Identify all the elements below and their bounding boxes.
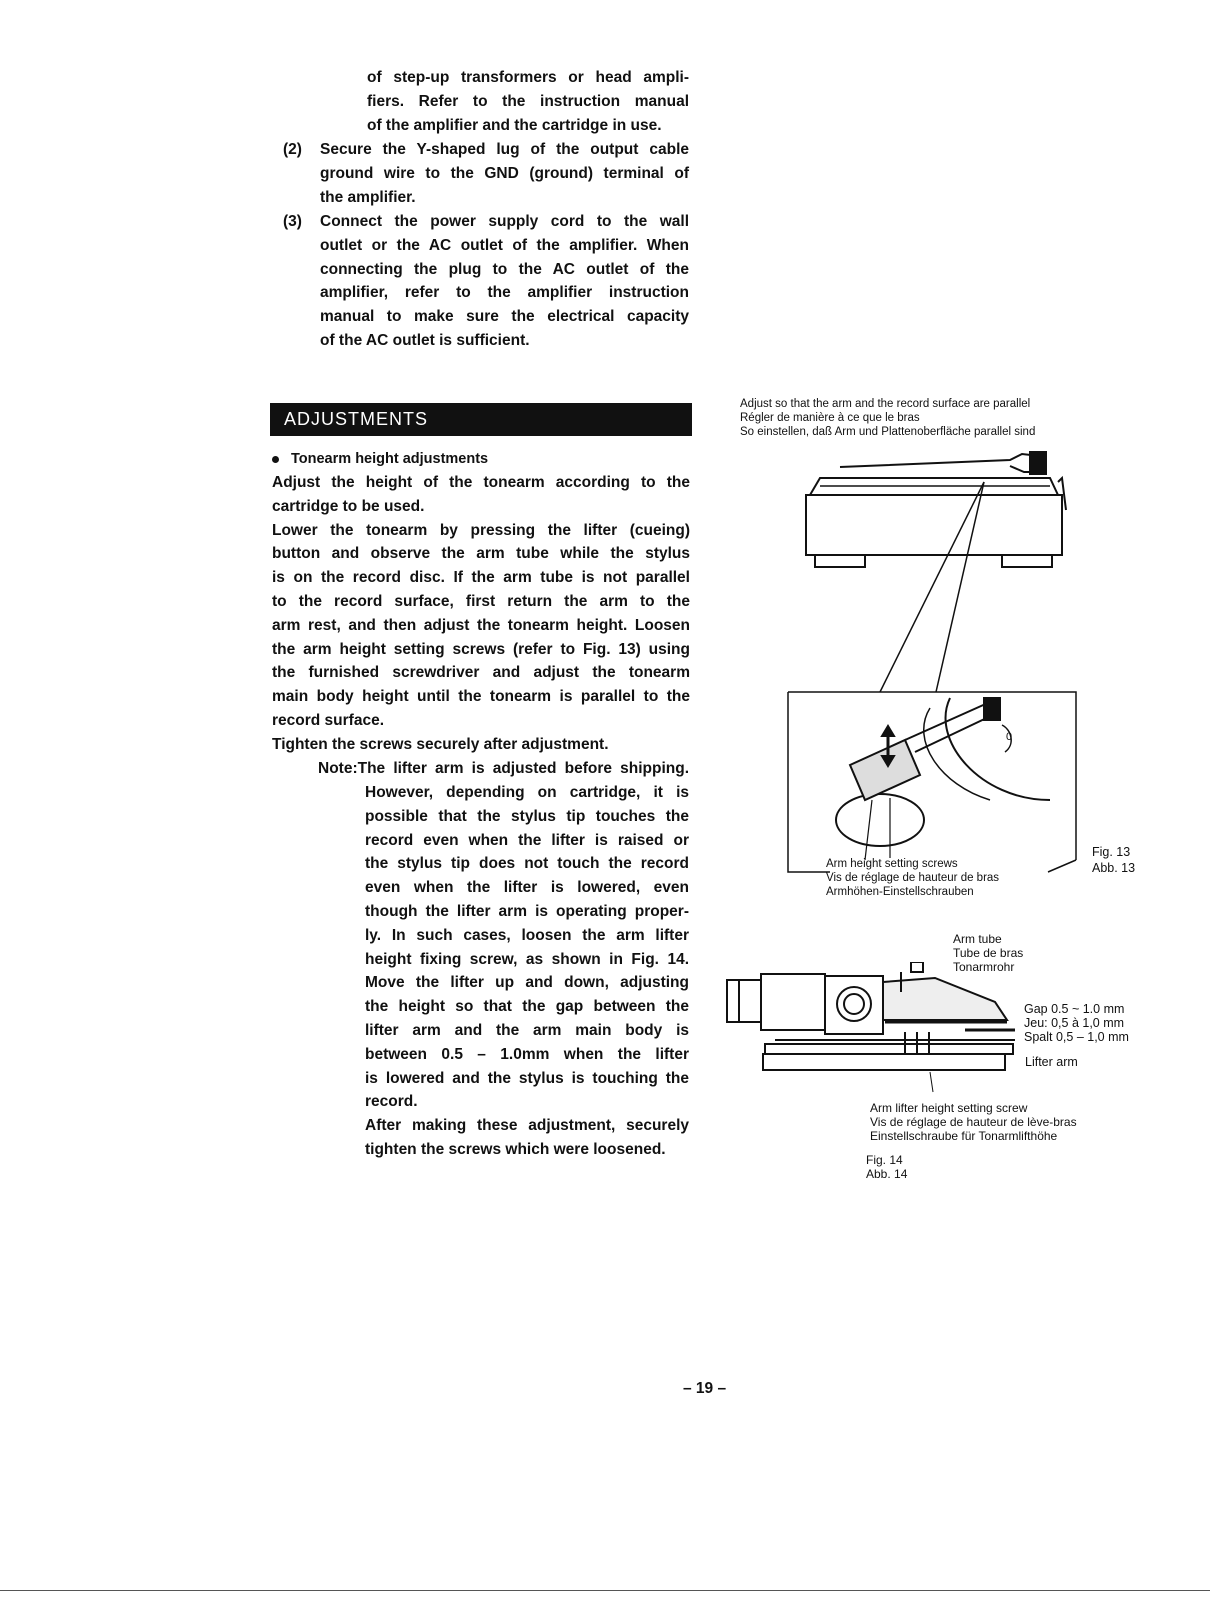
- caption-line: Abb. 13: [1092, 861, 1136, 875]
- text-line: the arm height setting screws (refer to Fig. 13) using: [272, 640, 690, 658]
- text-line: though the lifter arm is operating proper-: [365, 902, 689, 920]
- caption-line: Adjust so that the arm and the record surface are parallel: [740, 398, 1031, 410]
- tonearm-side: [840, 454, 1040, 472]
- text-line: to the record surface, first return the arm to the: [272, 592, 690, 610]
- text-line: After making these adjustment, securely: [365, 1117, 689, 1135]
- text-line: Secure the Y-shaped lug of the output cable: [320, 141, 689, 158]
- note-text: The lifter arm is adjusted before shipping.: [357, 760, 689, 777]
- caption-line: Einstellschraube für Tonarmlifthöhe: [870, 1129, 1058, 1143]
- detail-frame: [788, 692, 830, 872]
- text-line: arm rest, and then adjust the tonearm height. Loosen: [272, 616, 690, 634]
- note-body: [365, 781, 689, 1162]
- note-first-line: [318, 757, 689, 781]
- text-line: record even when the lifter is raised or: [365, 831, 689, 849]
- text-line: the height so that the gap between the: [365, 998, 689, 1016]
- text-line: is lowered and the stylus is touching the: [365, 1069, 689, 1087]
- bottom-rule: [0, 1590, 1210, 1591]
- bullet-icon: [272, 456, 279, 463]
- turntable-foot-left: [815, 555, 865, 567]
- caption-line: Gap 0.5 ~ 1.0 mm: [1024, 1002, 1125, 1016]
- fig14-lifter-caption: Lifter arm: [1025, 1055, 1078, 1069]
- arm-tube-end: [727, 980, 761, 1022]
- fig13-turntable-diagram: [740, 440, 1160, 910]
- text-line: fiers. Refer to the instruction manual: [367, 92, 689, 110]
- turntable-foot-right: [1002, 555, 1052, 567]
- adjustment-body: [272, 471, 690, 757]
- text-line: main body height until the tonearm is parallel to the: [272, 688, 690, 706]
- fig14-label: [866, 1153, 907, 1181]
- text-line: tighten the screws which were loosened.: [365, 1140, 666, 1158]
- fig13-label: [1092, 844, 1135, 876]
- text-line: record surface.: [272, 711, 384, 729]
- text-line: Move the lifter up and down, adjusting: [365, 974, 689, 992]
- intro-continuation: [367, 66, 689, 137]
- text-line: lifter arm and the arm main body is: [365, 1021, 689, 1039]
- text-line: ly. In such cases, loosen the arm lifter: [365, 926, 689, 944]
- text-line: height fixing screw, as shown in Fig. 14.: [365, 950, 689, 968]
- text-line: of step-up transformers or head ampli-: [367, 69, 689, 86]
- caption-line: Spalt 0,5 – 1,0 mm: [1024, 1030, 1129, 1044]
- caption-line: Armhöhen-Einstellschrauben: [826, 886, 974, 898]
- item-2-text: [320, 138, 689, 209]
- text-line: the stylus tip does not touch the record: [365, 855, 689, 873]
- text-line: cartridge to be used.: [272, 497, 425, 515]
- text-line: Adjust the height of the tonearm according to the: [272, 474, 690, 491]
- text-line: is on the record disc. If the arm tube is not parallel: [272, 569, 690, 587]
- caption-line: Arm height setting screws: [826, 858, 958, 870]
- text-line: However, depending on cartridge, it is: [365, 784, 689, 801]
- caption-line: Fig. 14: [866, 1153, 903, 1167]
- text-line: possible that the stylus tip touches the: [365, 807, 689, 825]
- caption-line: Tube de bras: [953, 946, 1024, 960]
- bullet-title: Tonearm height adjustments: [291, 451, 489, 467]
- text-line: connecting the plug to the AC outlet of the: [320, 260, 689, 278]
- page-number: – 19 –: [683, 1380, 727, 1397]
- text-line: record.: [365, 1093, 418, 1111]
- caption-line: Jeu: 0,5 à 1,0 mm: [1024, 1016, 1125, 1030]
- text-line: Tighten the screws securely after adjustment.: [272, 735, 609, 753]
- text-line: between 0.5 – 1.0mm when the lifter: [365, 1045, 689, 1063]
- caption-line: Arm lifter height setting screw: [870, 1101, 1028, 1115]
- text-line: manual to make sure the electrical capacity: [320, 308, 689, 326]
- fig14-lifter-diagram: [725, 962, 1025, 1097]
- fig13-top-caption: [740, 397, 1035, 439]
- turntable-body: [806, 495, 1062, 555]
- item-3-number: (3): [283, 213, 302, 230]
- fig13-screw-caption: [826, 857, 999, 899]
- item-2-number: (2): [283, 141, 302, 158]
- fig14-screw-caption: [870, 1101, 1077, 1143]
- text-line: even when the lifter is lowered, even: [365, 879, 689, 897]
- text-line: outlet or the AC outlet of the amplifier. When: [320, 236, 689, 254]
- arm-main-body: [825, 976, 883, 1034]
- text-line: of the amplifier and the cartridge in use.: [367, 116, 662, 134]
- text-line: amplifier, refer to the amplifier instruction: [320, 284, 689, 302]
- note-label: Note:: [318, 760, 358, 777]
- text-line: Lower the tonearm by pressing the lifter (cueing): [272, 521, 690, 539]
- item-3-text: [320, 210, 689, 353]
- text-line: the furnished screwdriver and adjust the tonearm: [272, 664, 690, 682]
- text-line: of the AC outlet is sufficient.: [320, 331, 530, 349]
- text-line: the amplifier.: [320, 188, 416, 206]
- fig14-gap-caption: [1024, 1002, 1129, 1044]
- caption-line: Vis de réglage de hauteur de bras: [826, 872, 1000, 884]
- arm-base: [836, 794, 924, 846]
- caption-line: Régler de manière à ce que le bras: [740, 412, 920, 424]
- text-line: button and observe the arm tube while the stylus: [272, 545, 690, 563]
- svg-text:0: 0: [1006, 731, 1013, 743]
- text-line: Connect the power supply cord to the wall: [320, 213, 689, 230]
- caption-line: So einstellen, daß Arm und Plattenoberfläche parallel sind: [740, 426, 1036, 438]
- caption-line: Vis de réglage de hauteur de lève-bras: [870, 1115, 1077, 1129]
- caption-line: Arm tube: [953, 932, 1002, 946]
- caption-line: Abb. 14: [866, 1167, 908, 1181]
- text-line: ground wire to the GND (ground) terminal of: [320, 164, 689, 182]
- caption-line: Fig. 13: [1092, 845, 1131, 859]
- caption-line: Tonarmrohr: [953, 960, 1015, 974]
- bullet-heading: [272, 448, 488, 472]
- section-heading: ADJUSTMENTS: [270, 403, 692, 436]
